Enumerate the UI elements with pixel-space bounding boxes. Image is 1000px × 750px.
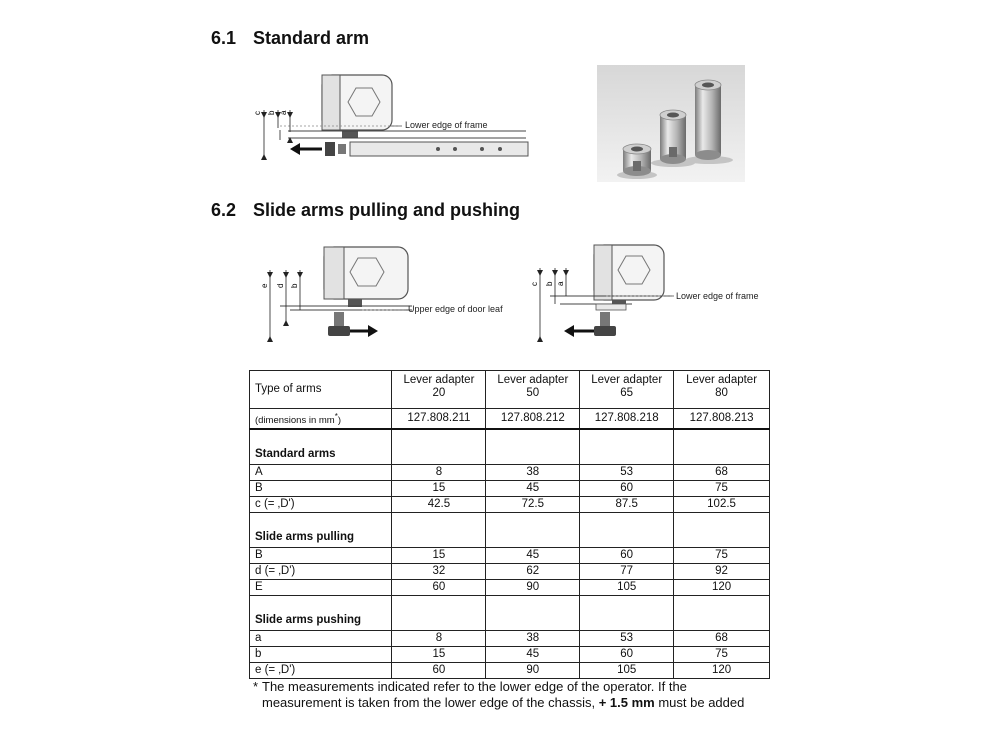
column-header bbox=[580, 371, 674, 409]
dim-label: d bbox=[276, 283, 285, 288]
column-header-line2: 50 bbox=[526, 387, 540, 399]
dim-label: b bbox=[290, 283, 299, 288]
section-title: Slide arms pulling and pushing bbox=[253, 200, 521, 220]
dim-label: c bbox=[530, 282, 539, 286]
column-header-line1: Lever adapter bbox=[686, 374, 758, 386]
table-row bbox=[250, 465, 770, 481]
cell-value: 60 bbox=[392, 580, 486, 596]
cell-value: 92 bbox=[674, 564, 770, 580]
dim-label: a bbox=[279, 110, 288, 115]
cell-value: 38 bbox=[486, 631, 580, 647]
table-row bbox=[250, 548, 770, 564]
column-header bbox=[392, 371, 486, 409]
cell-value: 53 bbox=[580, 465, 674, 481]
type-of-arms-header: Type of arms bbox=[250, 371, 392, 409]
cell-value: 60 bbox=[580, 647, 674, 663]
cell-value: 105 bbox=[580, 580, 674, 596]
cell-value: 45 bbox=[486, 548, 580, 564]
footnote-text: The measurements indicated refer to the lower edge of the operator. If the measurement is taken from the lower edge of the chassis, + 1.5 mm must be added bbox=[262, 679, 745, 710]
column-header bbox=[486, 371, 580, 409]
cell-value: 38 bbox=[486, 465, 580, 481]
column-header-line2: 20 bbox=[432, 387, 446, 399]
row-label: c (= ‚D') bbox=[250, 497, 392, 513]
table-row bbox=[250, 497, 770, 513]
part-number: 127.808.211 bbox=[392, 409, 486, 430]
dim-label: b bbox=[267, 110, 276, 115]
row-label: B bbox=[250, 548, 392, 564]
dim-label: c bbox=[253, 111, 262, 115]
table-row bbox=[250, 564, 770, 580]
footnote-emphasis: + 1.5 mm bbox=[598, 695, 655, 710]
row-label: B bbox=[250, 481, 392, 497]
part-number: 127.808.212 bbox=[486, 409, 580, 430]
row-label: E bbox=[250, 580, 392, 596]
lever-adapters-photo bbox=[597, 65, 745, 182]
cell-value: 45 bbox=[486, 647, 580, 663]
row-label: b bbox=[250, 647, 392, 663]
cell-value: 42.5 bbox=[392, 497, 486, 513]
section-title: Standard arm bbox=[253, 28, 370, 48]
standard-arm-diagram bbox=[250, 70, 540, 175]
cell-value: 102.5 bbox=[674, 497, 770, 513]
footnote-marker: * bbox=[253, 679, 259, 694]
section-row-standard-arms bbox=[250, 429, 770, 465]
cell-value: 8 bbox=[392, 631, 486, 647]
cell-value: 75 bbox=[674, 548, 770, 564]
column-header bbox=[674, 371, 770, 409]
cell-value: 15 bbox=[392, 548, 486, 564]
cell-value: 120 bbox=[674, 663, 770, 679]
cell-value: 15 bbox=[392, 481, 486, 497]
section-title: Standard arms bbox=[250, 429, 392, 465]
cell-value: 75 bbox=[674, 647, 770, 663]
table-header-row bbox=[250, 371, 770, 409]
cell-value: 68 bbox=[674, 631, 770, 647]
column-header-line1: Lever adapter bbox=[591, 374, 663, 386]
part-number: 127.808.218 bbox=[580, 409, 674, 430]
cell-value: 60 bbox=[580, 548, 674, 564]
row-label: d (= ‚D') bbox=[250, 564, 392, 580]
cell-value: 8 bbox=[392, 465, 486, 481]
part-number-row bbox=[250, 409, 770, 430]
slide-arm-pulling-diagram bbox=[262, 242, 522, 352]
section-number: 6.2 bbox=[211, 200, 237, 220]
frame-edge-caption: Lower edge of frame bbox=[405, 120, 488, 130]
section-row-slide-arms-pushing bbox=[250, 596, 770, 631]
section-heading-standard-arm bbox=[211, 28, 369, 49]
cell-value: 77 bbox=[580, 564, 674, 580]
cell-value: 32 bbox=[392, 564, 486, 580]
cell-value: 72.5 bbox=[486, 497, 580, 513]
footnote bbox=[253, 679, 753, 711]
column-header-line2: 80 bbox=[715, 387, 728, 399]
dim-label: a bbox=[556, 281, 565, 286]
table-row bbox=[250, 580, 770, 596]
dim-label: b bbox=[545, 281, 554, 286]
cell-value: 60 bbox=[580, 481, 674, 497]
column-header-line1: Lever adapter bbox=[497, 374, 569, 386]
table-row bbox=[250, 663, 770, 679]
cell-value: 60 bbox=[392, 663, 486, 679]
cell-value: 87.5 bbox=[580, 497, 674, 513]
cell-value: 15 bbox=[392, 647, 486, 663]
section-heading-slide-arms bbox=[211, 200, 520, 221]
column-header-line2: 65 bbox=[620, 387, 634, 399]
row-label: A bbox=[250, 465, 392, 481]
row-label: e (= ‚D') bbox=[250, 663, 392, 679]
section-number: 6.1 bbox=[211, 28, 237, 48]
cell-value: 120 bbox=[674, 580, 770, 596]
dimensions-unit-label: (dimensions in mm*) bbox=[250, 409, 392, 430]
cell-value: 45 bbox=[486, 481, 580, 497]
cell-value: 90 bbox=[486, 580, 580, 596]
table-row bbox=[250, 647, 770, 663]
section-row-slide-arms-pulling bbox=[250, 513, 770, 548]
part-number: 127.808.213 bbox=[674, 409, 770, 430]
table-row bbox=[250, 631, 770, 647]
dim-label: e bbox=[260, 283, 269, 288]
row-label: a bbox=[250, 631, 392, 647]
section-title: Slide arms pushing bbox=[250, 596, 392, 631]
section-title: Slide arms pulling bbox=[250, 513, 392, 548]
cell-value: 53 bbox=[580, 631, 674, 647]
frame-edge-caption: Lower edge of frame bbox=[676, 291, 759, 301]
table-row bbox=[250, 481, 770, 497]
door-leaf-edge-caption: Upper edge of door leaf bbox=[408, 304, 503, 314]
arm-dimensions-table bbox=[249, 370, 770, 679]
cell-value: 90 bbox=[486, 663, 580, 679]
column-header-line1: Lever adapter bbox=[403, 374, 475, 386]
cell-value: 68 bbox=[674, 465, 770, 481]
cell-value: 105 bbox=[580, 663, 674, 679]
slide-arm-pushing-diagram bbox=[530, 242, 780, 352]
cell-value: 62 bbox=[486, 564, 580, 580]
cell-value: 75 bbox=[674, 481, 770, 497]
